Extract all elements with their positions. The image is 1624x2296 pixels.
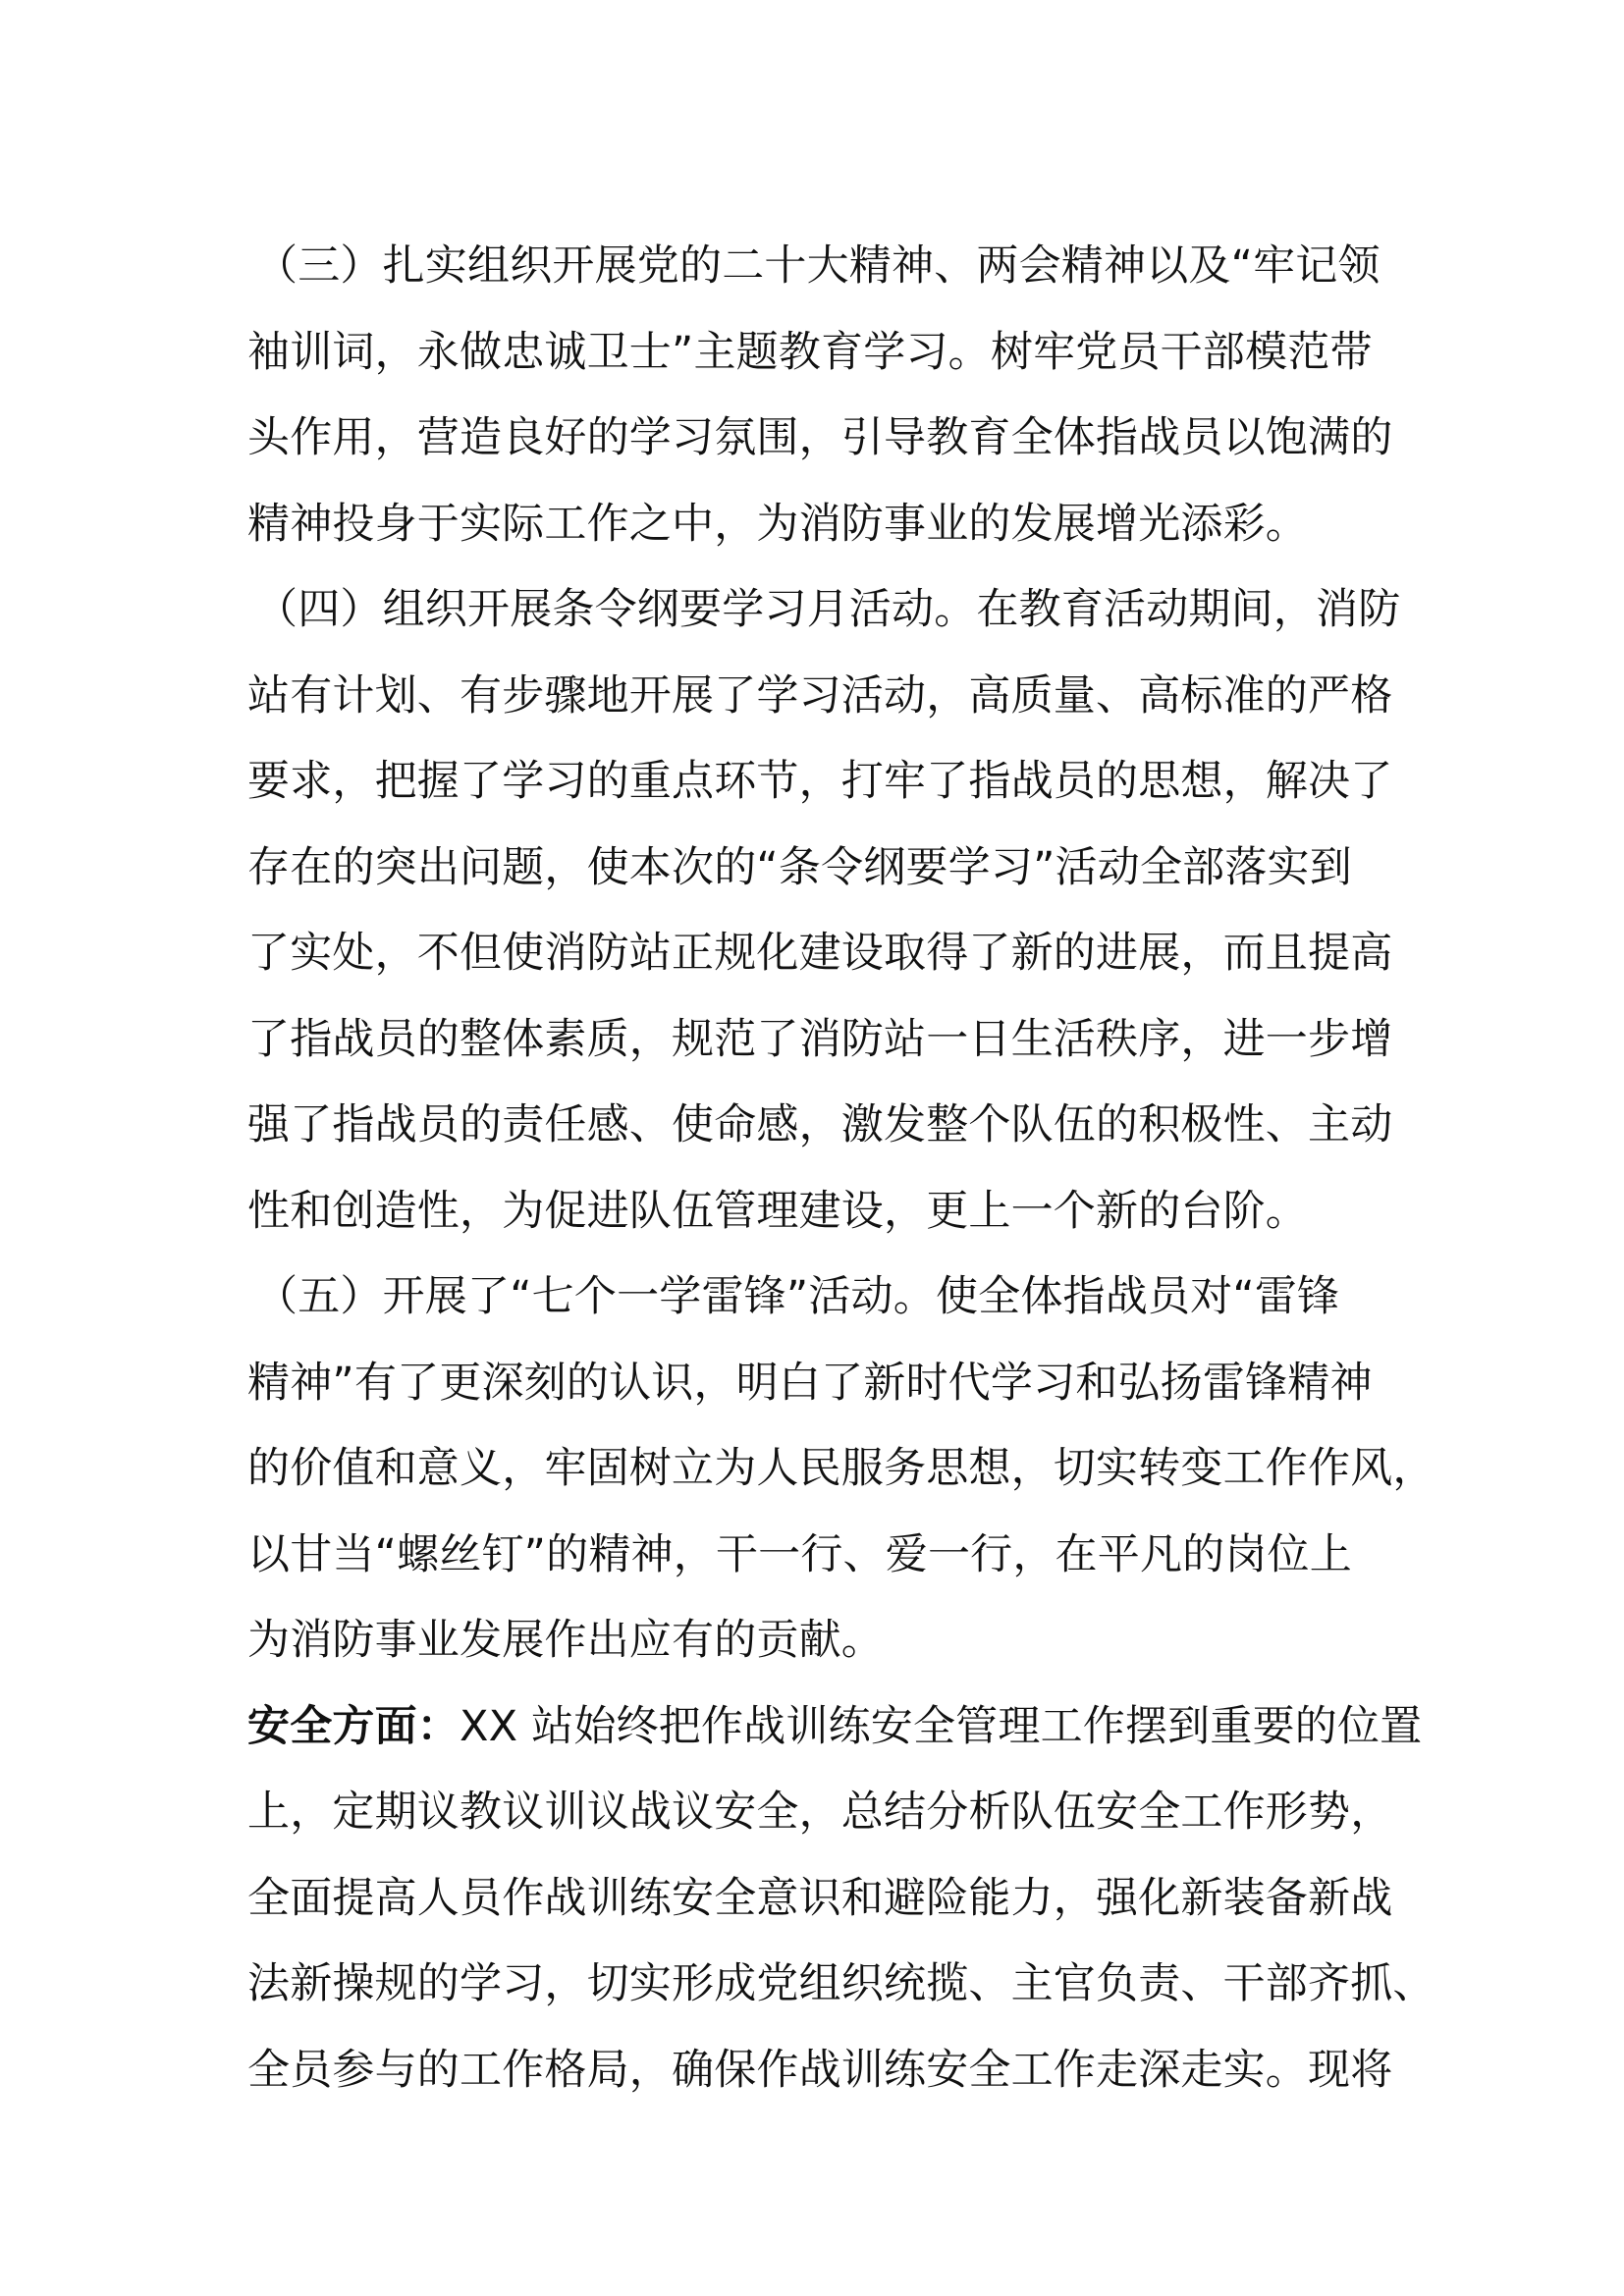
section-heading: 安全方面： (247, 1701, 460, 1751)
paragraph-4 (247, 567, 1401, 1255)
text-line: 了指战员的整体素质，规范了消防站一日生活秩序，进一步增 (247, 1014, 1393, 1064)
text-line: 了实处，不但使消防站正规化建设取得了新的进展，而且提高 (247, 929, 1393, 978)
text-line: 上，定期议教议训议战议安全，总结分析队伍安全工作形势， (247, 1788, 1393, 1837)
text-line: 全面提高人员作战训练安全意识和避险能力，强化新装备新战 (247, 1873, 1393, 1923)
text-line: 性和创造性，为促进队伍管理建设，更上一个新的台阶。 (247, 1186, 1308, 1236)
text-line: （五）开展了“七个一学雷锋”活动。使全体指战员对“雷锋 (255, 1272, 1340, 1321)
text-line: 袖训词，永做忠诚卫士”主题教育学习。树牢党员干部模范带 (247, 327, 1373, 377)
text-line: 精神”有了更深刻的认识，明白了新时代学习和弘扬雷锋精神 (247, 1358, 1373, 1408)
text-line: 法新操规的学习，切实形成党组织统揽、主官负责、干部齐抓、 (247, 1959, 1435, 2008)
text-line: 精神投身于实际工作之中，为消防事业的发展增光添彩。 (247, 499, 1308, 549)
paragraph-safety (247, 1684, 1435, 2114)
text-line: 存在的突出问题，使本次的“条令纲要学习”活动全部落实到 (247, 842, 1352, 892)
text-line: 要求，把握了学习的重点环节，打牢了指战员的思想，解决了 (247, 757, 1393, 806)
document-body (247, 224, 1435, 2113)
text-line: 站有计划、有步骤地开展了学习活动，高质量、高标准的严格 (247, 670, 1393, 721)
text-line: 以甘当“螺丝钉”的精神，干一行、爱一行，在平凡的岗位上 (247, 1529, 1352, 1579)
paragraph-5 (247, 1255, 1435, 1684)
text-line (247, 1684, 1423, 1771)
text-line: （三）扎实组织开展党的二十大精神、两会精神以及“牢记领 (255, 241, 1380, 291)
text-line: 全员参与的工作格局，确保作战训练安全工作走深走实。现将 (247, 2045, 1393, 2095)
text-line: 的价值和意义，牢固树立为人民服务思想，切实转变工作作风， (247, 1444, 1435, 1493)
paragraph-3 (247, 224, 1393, 567)
text-line: （四）组织开展条令纲要学习月活动。在教育活动期间，消防 (255, 585, 1401, 634)
section-heading-rest: XX 站始终把作战训练安全管理工作摆到重要的位置 (460, 1701, 1423, 1751)
text-line: 头作用，营造良好的学习氛围，引导教育全体指战员以饱满的 (247, 413, 1393, 462)
text-line: 强了指战员的责任感、使命感，激发整个队伍的积极性、主动 (247, 1100, 1393, 1149)
text-line: 为消防事业发展作出应有的贡献。 (247, 1616, 884, 1665)
